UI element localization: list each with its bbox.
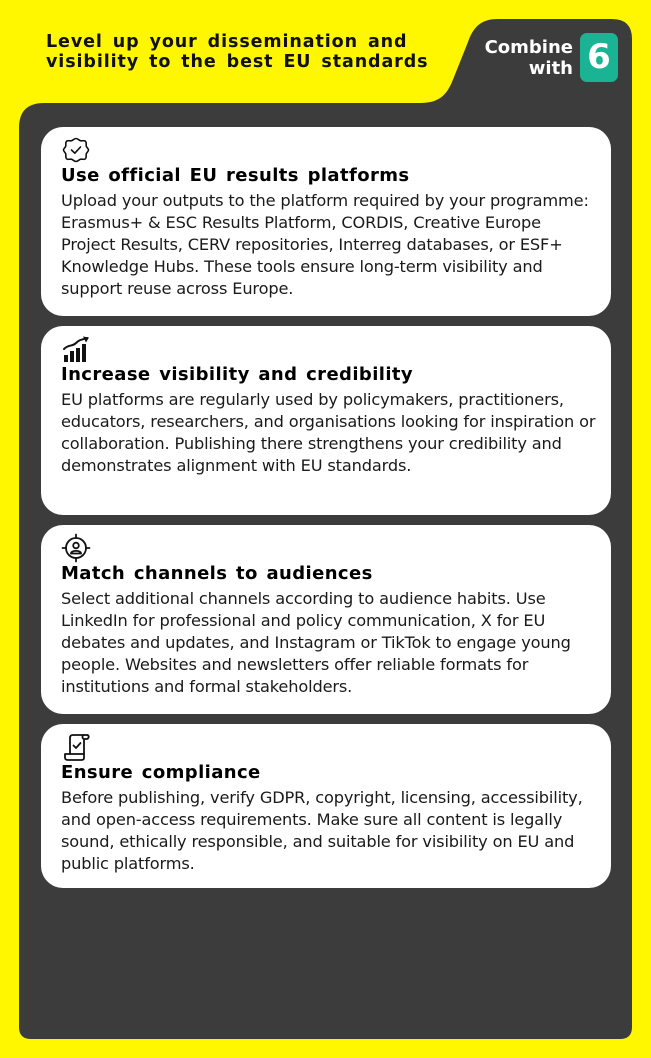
compliance-scroll-icon [61, 732, 91, 762]
card-title: Use official EU results platforms [61, 165, 410, 186]
headline-line-2: visibility to the best EU standards [46, 52, 429, 72]
with-text: with [528, 58, 573, 79]
card-visibility-credibility [41, 326, 611, 515]
page-headline [46, 32, 428, 72]
card-match-channels [41, 525, 611, 714]
growth-chart-icon [61, 334, 91, 364]
card-body: Upload your outputs to the platform required by your programme: Erasmus+ & ESC Results Platform, CORDIS, Creative Europe Project Results, CERV repositories, Interreg databases, or ESF+ Knowledge Hubs. These tools ensure long-term visibility and support reuse across Europe. [61, 191, 589, 298]
headline-line-1: Level up your dissemination and [46, 32, 408, 52]
target-audience-icon [61, 533, 91, 563]
card-title: Match channels to audiences [61, 563, 373, 584]
combine-with-label [485, 37, 573, 79]
combine-number-badge: 6 [580, 33, 618, 82]
card-ensure-compliance [41, 724, 611, 888]
verified-badge-check-icon [61, 135, 91, 165]
card-title: Increase visibility and credibility [61, 364, 414, 385]
card-body: EU platforms are regularly used by policymakers, practitioners, educators, researchers, and organisations looking for inspiration or collaboration. Publishing there strengthens your credibility and demonstrates alignment with EU standards. [61, 390, 596, 475]
card-body: Before publishing, verify GDPR, copyright, licensing, accessibility, and open-access requirements. Make sure all content is legally sound, ethically responsible, and suitable for visibility on EU and public platforms. [61, 788, 583, 873]
card-official-platforms [41, 127, 611, 316]
combine-text: Combine [484, 37, 573, 58]
card-body: Select additional channels according to audience habits. Use LinkedIn for professional and policy communication, X for EU debates and updates, and Instagram or TikTok to engage young people. Websites and newsletters offer reliable formats for institutions and formal stakeholders. [61, 589, 571, 696]
card-title: Ensure compliance [61, 762, 261, 783]
